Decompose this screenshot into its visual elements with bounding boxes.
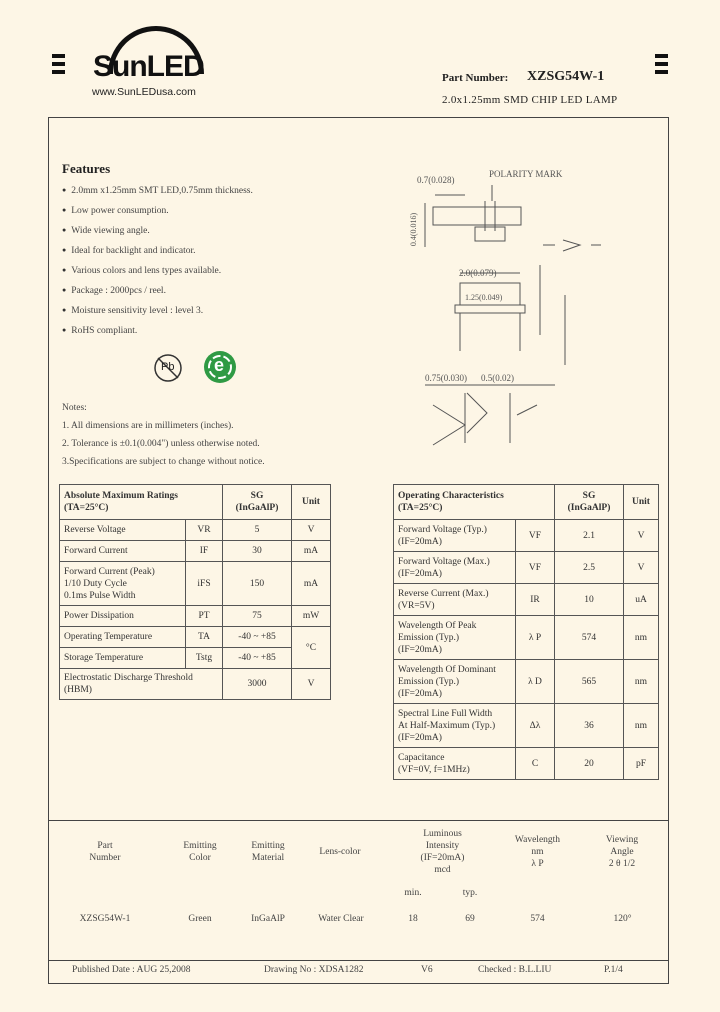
op-param: Capacitance: [398, 752, 445, 763]
abs-unit: mA: [292, 562, 331, 606]
table-row: [394, 660, 659, 704]
features-list: [62, 184, 253, 344]
sel-head-material: [238, 840, 298, 864]
feature-item: ● RoHS compliant.: [62, 324, 253, 337]
sel-head-lens: [310, 846, 370, 858]
op-param: (IF=20mA): [398, 688, 442, 699]
abs-param: Forward Current: [60, 541, 186, 562]
feature-item: ● Package : 2000pcs / reel.: [62, 284, 253, 297]
feature-item: ● 2.0mm x1.25mm SMT LED,0.75mm thickness.: [62, 184, 253, 197]
sel-wavelength: 574: [530, 914, 545, 924]
abs-val: 30: [223, 541, 292, 562]
op-unit: nm: [624, 704, 659, 748]
sel-min: 18: [408, 914, 418, 924]
op-title2: (TA=25°C): [398, 503, 443, 513]
op-sym: IR: [516, 584, 555, 616]
abs-unit: V: [292, 669, 331, 700]
abs-sym: VR: [186, 520, 223, 541]
sel-head-min: min.: [404, 888, 422, 898]
sel-head-text: λ P: [531, 859, 544, 869]
op-unit: nm: [624, 616, 659, 660]
op-param: Forward Voltage (Max.): [398, 556, 490, 567]
footer-drawing: Drawing No : XDSA1282: [264, 965, 364, 975]
abs-param: Forward Current (Peak): [64, 566, 155, 577]
op-unit: uA: [624, 584, 659, 616]
table-row: [394, 584, 659, 616]
sel-head-text: Color: [189, 853, 211, 863]
op-param: Forward Voltage (Typ.): [398, 524, 487, 535]
subtitle: 2.0x1.25mm SMD CHIP LED LAMP: [442, 94, 618, 106]
pb-free-icon: Pb: [152, 352, 184, 384]
note-item: 2. Tolerance is ±0.1(0.004") unless otherwise noted.: [62, 439, 260, 449]
op-title1: Operating Characteristics: [398, 491, 504, 501]
feature-item: ● Various colors and lens types available.: [62, 264, 253, 277]
polarity-mark: POLARITY MARK: [489, 169, 563, 179]
op-param: Wavelength Of Dominant: [398, 664, 496, 675]
table-row: [394, 520, 659, 552]
op-param: Spectral Line Full Width: [398, 708, 493, 719]
dim-c: 0.75(0.030): [425, 373, 467, 383]
op-val: 574: [555, 616, 624, 660]
sel-head-typ: typ.: [462, 888, 478, 898]
op-param: (VF=0V, f=1MHz): [398, 764, 470, 775]
op-sym: C: [516, 748, 555, 780]
op-param: Emission (Typ.): [398, 676, 460, 687]
sel-angle: 120°: [613, 914, 632, 924]
abs-unit: mA: [292, 541, 331, 562]
sel-head-text: Intensity: [425, 841, 460, 851]
abs-param: 1/10 Duty Cycle: [64, 578, 127, 589]
table-row: [394, 748, 659, 780]
dim-b: 1.25(0.049): [465, 293, 503, 302]
table-row: [60, 627, 331, 648]
abs-val: -40 ~ +85: [223, 648, 292, 669]
sel-head-text: mcd: [434, 865, 451, 875]
sel-lens: Water Clear: [318, 914, 364, 924]
table-row: [60, 648, 331, 669]
op-unit: pF: [624, 748, 659, 780]
website: www.SunLEDusa.com: [92, 86, 196, 98]
abs-val: 150: [223, 562, 292, 606]
footer-version: V6: [421, 965, 433, 975]
abs-param: Power Dissipation: [60, 606, 186, 627]
table-row: [394, 616, 659, 660]
op-param: (IF=20mA): [398, 536, 442, 547]
sel-head-text: (IF=20mA): [420, 853, 465, 863]
table-row: [394, 552, 659, 584]
sel-head-text: Part: [97, 841, 113, 851]
op-sym: VF: [516, 552, 555, 584]
abs-param: Electrostatic Discharge Threshold: [64, 673, 193, 683]
notes-title: Notes:: [62, 403, 87, 413]
sel-head-text: 2 θ 1/2: [608, 859, 636, 869]
abs-col-sg: SG: [250, 491, 264, 501]
table-row: [60, 520, 331, 541]
abs-sym: TA: [186, 627, 223, 648]
abs-unit: mW: [292, 606, 331, 627]
sel-head-text: Emitting: [183, 841, 217, 851]
footer-published: Published Date : AUG 25,2008: [72, 965, 191, 975]
op-unit: nm: [624, 660, 659, 704]
op-param: Emission (Typ.): [398, 632, 460, 643]
op-param: (IF=20mA): [398, 568, 442, 579]
abs-param: Storage Temperature: [60, 648, 186, 669]
abs-col-sg2: (InGaAlP): [235, 503, 279, 513]
table-row: [60, 562, 331, 606]
abs-param: 0.1ms Pulse Width: [64, 590, 136, 601]
abs-val: 75: [223, 606, 292, 627]
table-row: [60, 606, 331, 627]
part-number: XZSG54W-1: [527, 69, 605, 84]
op-param: At Half-Maximum (Typ.): [398, 720, 496, 731]
abs-unit: V: [292, 520, 331, 541]
op-val: 2.1: [555, 520, 624, 552]
abs-val: -40 ~ +85: [223, 627, 292, 648]
footer-page: P.1/4: [604, 965, 623, 975]
abs-title2: (TA=25°C): [64, 503, 109, 513]
abs-col-unit: Unit: [292, 485, 331, 520]
feature-item: ● Wide viewing angle.: [62, 224, 253, 237]
sel-head-text: Emitting: [251, 841, 285, 851]
abs-param: Reverse Voltage: [60, 520, 186, 541]
op-val: 36: [555, 704, 624, 748]
abs-param: (HBM): [64, 685, 92, 695]
op-col-sg: SG: [582, 491, 596, 501]
abs-val: 5: [223, 520, 292, 541]
sel-part: XZSG54W-1: [79, 914, 131, 924]
op-param: Reverse Current (Max.): [398, 588, 489, 599]
abs-sym: IF: [186, 541, 223, 562]
abs-sym: iFS: [186, 562, 223, 606]
sel-head-angle: [592, 834, 652, 870]
sel-head-intensity: [405, 828, 480, 876]
sel-head-wavelength: [505, 834, 570, 870]
table-row: [60, 541, 331, 562]
divider-footer: [49, 960, 668, 961]
op-param: (IF=20mA): [398, 644, 442, 655]
sel-head-text: Viewing: [605, 835, 639, 845]
op-sym: Δλ: [516, 704, 555, 748]
abs-val: 3000: [223, 669, 292, 700]
sel-head-text: Luminous: [423, 829, 462, 839]
sel-material: InGaAlP: [251, 914, 285, 924]
op-unit: V: [624, 520, 659, 552]
abs-sym: Tstg: [186, 648, 223, 669]
divider-selection: [49, 820, 668, 821]
sel-color: Green: [188, 914, 212, 924]
op-char-table: [393, 484, 659, 780]
header-bars-left: [52, 54, 65, 78]
abs-sym: PT: [186, 606, 223, 627]
note-item: 3.Specifications are subject to change without notice.: [62, 457, 265, 467]
op-sym: λ D: [516, 660, 555, 704]
op-val: 565: [555, 660, 624, 704]
dim-e: 0.4(0.016): [409, 212, 419, 247]
op-param: (IF=20mA): [398, 732, 442, 743]
op-param: (VR=5V): [398, 600, 435, 611]
rohs-e-icon: e: [203, 350, 237, 384]
feature-item: ● Moisture sensitivity level : level 3.: [62, 304, 253, 317]
dim-a: 2.0(0.079): [459, 268, 497, 278]
sel-head-text: Lens-color: [319, 847, 361, 857]
sel-head-text: Number: [89, 853, 121, 863]
table-row: [394, 704, 659, 748]
sel-head-text: nm: [531, 847, 544, 857]
feature-item: ● Ideal for backlight and indicator.: [62, 244, 253, 257]
abs-title1: Absolute Maximum Ratings: [64, 491, 179, 501]
op-val: 20: [555, 748, 624, 780]
dim-d: 0.5(0.02): [481, 373, 514, 383]
op-sym: VF: [516, 520, 555, 552]
sel-head-color: [170, 840, 230, 864]
brand-logo: SunLED: [93, 50, 204, 83]
abs-param: Operating Temperature: [60, 627, 186, 648]
op-col-unit: Unit: [624, 485, 659, 520]
abs-max-table: [59, 484, 331, 700]
sel-head-part: [75, 840, 135, 864]
op-val: 2.5: [555, 552, 624, 584]
part-number-label: Part Number:: [442, 72, 509, 84]
dim-top: 0.7(0.028): [417, 175, 455, 185]
sel-head-text: Wavelength: [514, 835, 561, 845]
footer-checked: Checked : B.L.LIU: [478, 965, 552, 975]
op-col-sg2: (InGaAlP): [567, 503, 611, 513]
table-row: [60, 669, 331, 700]
sel-head-text: Angle: [610, 847, 634, 857]
op-sym: λ P: [516, 616, 555, 660]
note-item: 1. All dimensions are in millimeters (inches).: [62, 421, 234, 431]
sel-typ: 69: [465, 914, 475, 924]
op-unit: V: [624, 552, 659, 584]
features-title: Features: [62, 161, 111, 176]
feature-item: ● Low power consumption.: [62, 204, 253, 217]
op-param: Wavelength Of Peak: [398, 620, 477, 631]
notes: [62, 399, 265, 471]
dimension-drawing: [395, 165, 655, 450]
abs-unit: °C: [292, 627, 331, 669]
header-bars-right: [655, 54, 668, 78]
sel-head-text: Material: [251, 853, 285, 863]
op-val: 10: [555, 584, 624, 616]
